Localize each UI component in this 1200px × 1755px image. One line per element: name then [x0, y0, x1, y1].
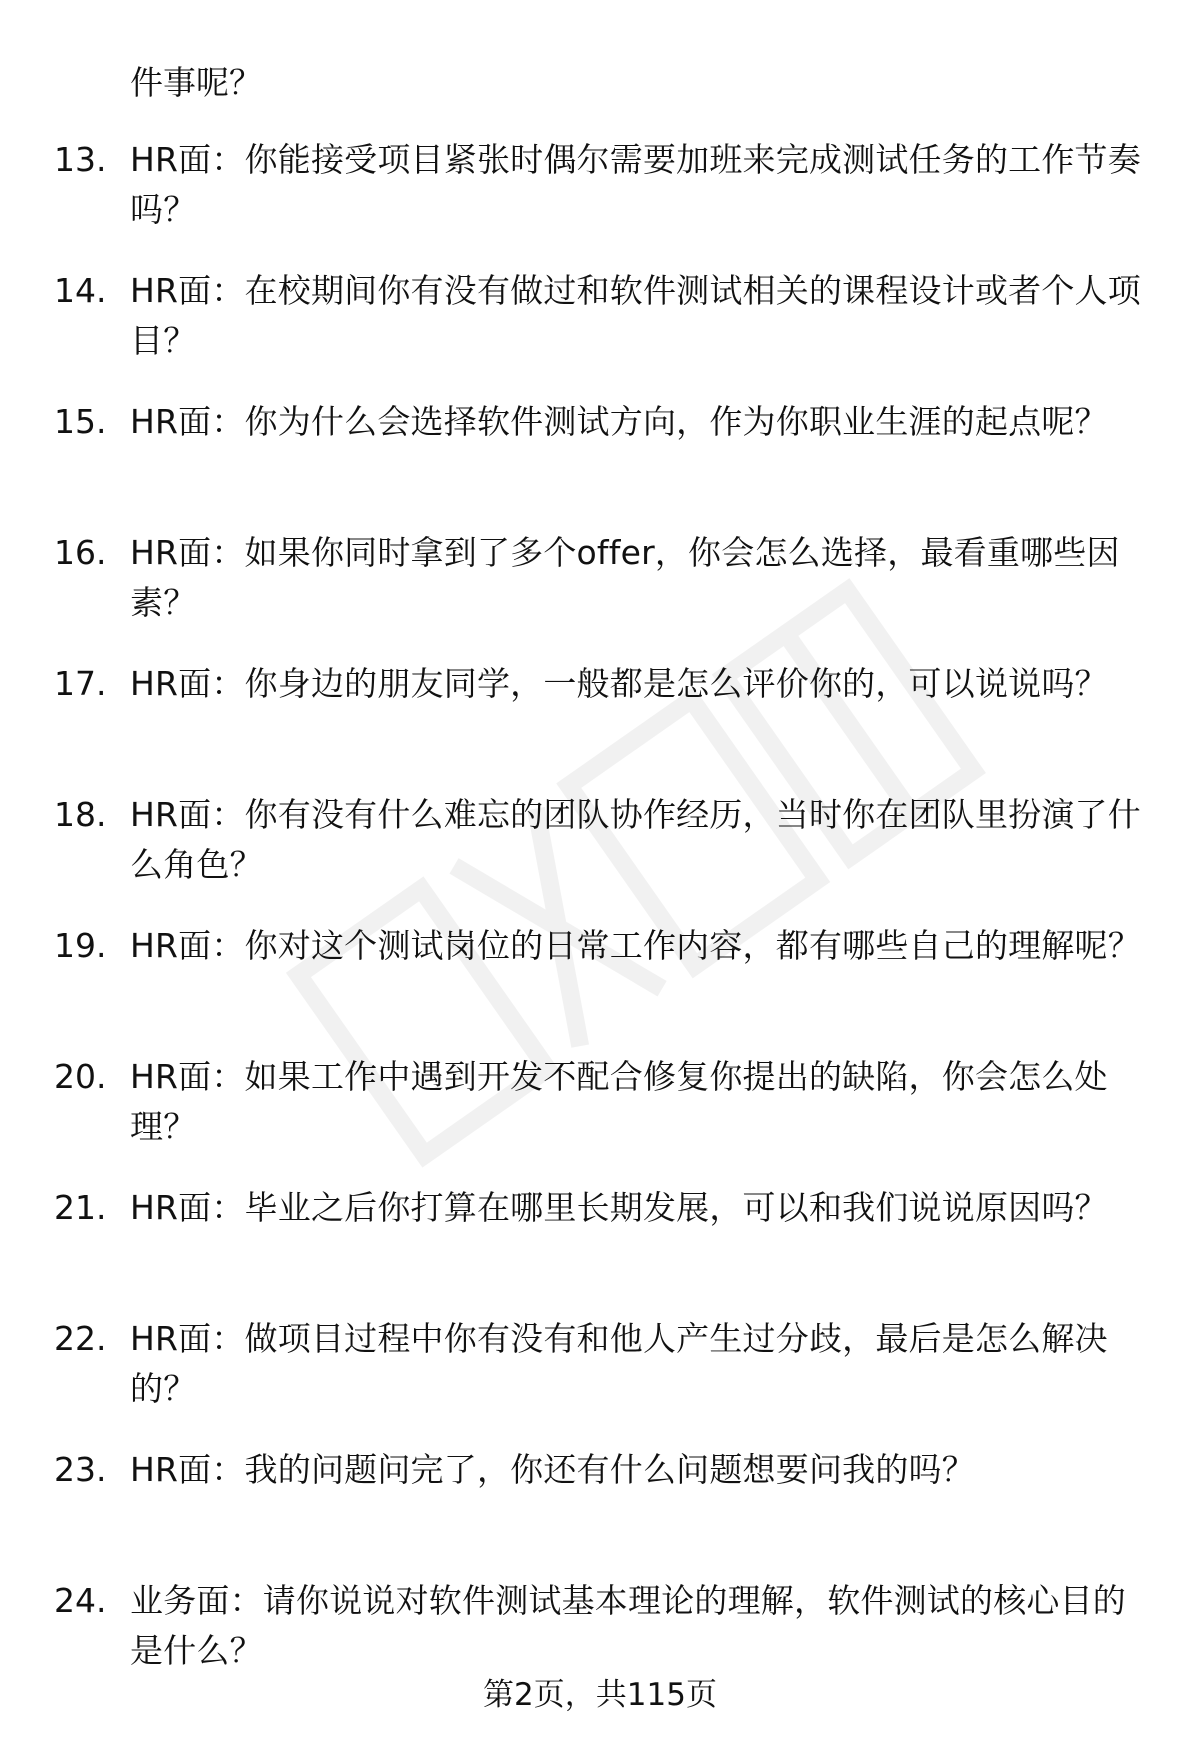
question-text: HR面：我的问题问完了，你还有什么问题想要问我的吗？	[130, 1450, 975, 1489]
question-text: HR面：如果工作中遇到开发不配合修复你提出的缺陷，你会怎么处理？	[130, 1057, 1108, 1146]
question-number: 18.	[54, 795, 107, 834]
question-text: HR面：在校期间你有没有做过和软件测试相关的课程设计或者个人项目？	[130, 271, 1141, 360]
question-item	[0, 921, 1200, 1052]
question-text: 业务面：请你说说对软件测试基本理论的理解，软件测试的核心目的是什么？	[130, 1581, 1126, 1670]
question-text: HR面：做项目过程中你有没有和他人产生过分歧，最后是怎么解决的？	[130, 1319, 1108, 1408]
question-number: 16.	[54, 533, 107, 572]
question-text: HR面：你对这个测试岗位的日常工作内容，都有哪些自己的理解呢？	[130, 926, 1141, 965]
question-number: 21.	[54, 1188, 107, 1227]
question-item	[0, 790, 1200, 921]
question-text: HR面：你身边的朋友同学，一般都是怎么评价你的，可以说说吗？	[130, 664, 1108, 703]
question-item	[0, 266, 1200, 397]
question-number: 23.	[54, 1450, 107, 1489]
question-number: 20.	[54, 1057, 107, 1096]
question-text: HR面：毕业之后你打算在哪里长期发展，可以和我们说说原因吗？	[130, 1188, 1108, 1227]
question-list	[0, 135, 1200, 1707]
question-item	[0, 659, 1200, 790]
continuation-text: 件事呢？	[130, 63, 262, 102]
question-text: HR面：你能接受项目紧张时偶尔需要加班来完成测试任务的工作节奏吗？	[130, 140, 1141, 229]
question-number: 14.	[54, 271, 107, 310]
question-item	[0, 1314, 1200, 1445]
question-item	[0, 397, 1200, 528]
question-item	[0, 528, 1200, 659]
question-number: 15.	[54, 402, 107, 441]
question-text: HR面：如果你同时拿到了多个offer，你会怎么选择，最看重哪些因素？	[130, 533, 1120, 622]
question-item	[0, 1052, 1200, 1183]
question-item	[0, 1183, 1200, 1314]
question-text: HR面：你有没有什么难忘的团队协作经历，当时你在团队里扮演了什么角色？	[130, 795, 1141, 884]
page-footer: 第2页，共115页	[483, 1677, 717, 1713]
question-text: HR面：你为什么会选择软件测试方向，作为你职业生涯的起点呢？	[130, 402, 1108, 441]
question-number: 22.	[54, 1319, 107, 1358]
question-number: 13.	[54, 140, 107, 179]
question-item	[0, 1445, 1200, 1576]
question-number: 19.	[54, 926, 107, 965]
question-number: 24.	[54, 1581, 107, 1620]
question-number: 17.	[54, 664, 107, 703]
question-item	[0, 135, 1200, 266]
